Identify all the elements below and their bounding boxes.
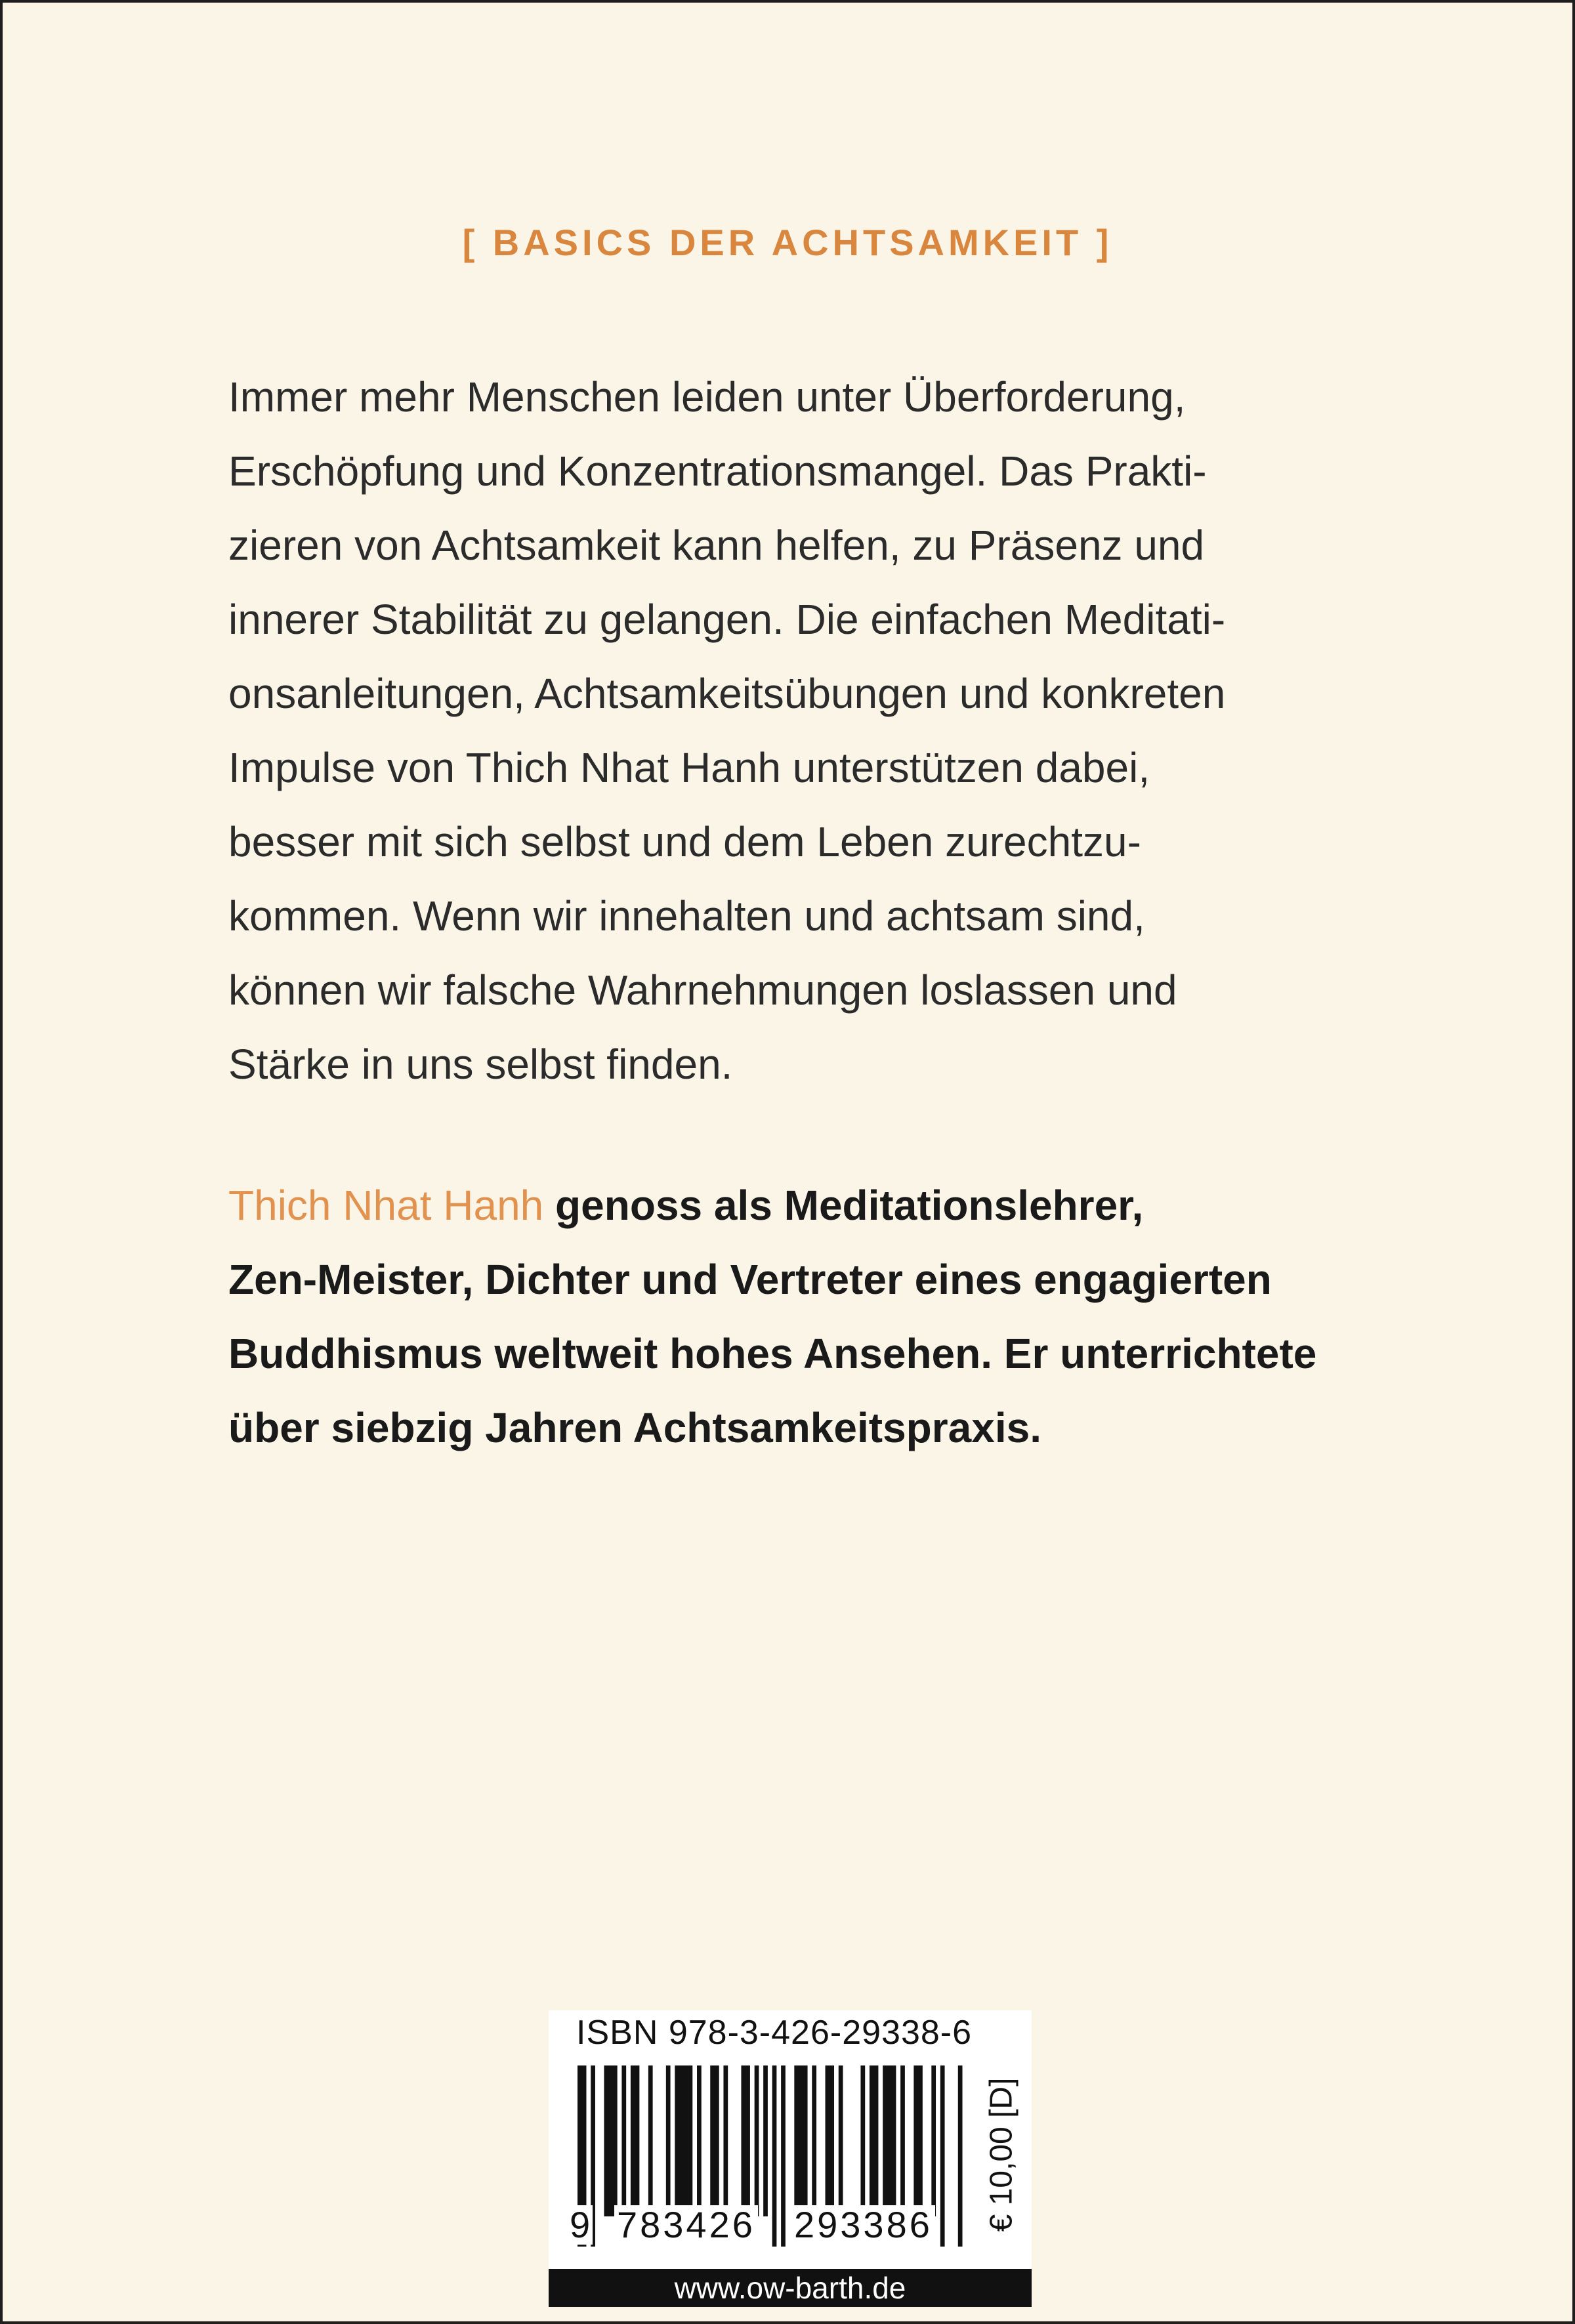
barcode-bar — [839, 2065, 843, 2216]
barcode-bar — [794, 2065, 807, 2216]
author-bio-line: Zen-Meister, Dichter und Vertreter eines engagierten — [228, 1256, 1272, 1303]
barcode-bar — [940, 2065, 945, 2247]
barcode-bar — [900, 2065, 905, 2216]
barcode-bar — [604, 2065, 617, 2216]
blurb-line: können wir falsche Wahrnehmungen loslassen und — [228, 966, 1177, 1014]
barcode-bar — [870, 2065, 878, 2216]
blurb-line: Stärke in uns selbst finden. — [228, 1041, 733, 1088]
barcode-digit-group-1: 783426 — [614, 2205, 758, 2245]
barcode-bar — [710, 2065, 719, 2216]
blurb-line: onsanleitungen, Achtsamkeitsübungen und konkreten — [228, 670, 1226, 717]
blurb-line: besser mit sich selbst und dem Leben zurechtzu- — [228, 818, 1141, 865]
barcode-box — [549, 2010, 1032, 2307]
author-bio-line — [228, 1169, 1475, 1243]
barcode-digit-group-2: 293386 — [791, 2205, 935, 2245]
blurb-line: zieren von Achtsamkeit kann helfen, zu Präsenz und — [228, 522, 1205, 569]
barcode-bar — [723, 2065, 728, 2216]
barcode-bar — [666, 2065, 671, 2216]
blurb-line: Erschöpfung und Konzentrationsmangel. Das Prakti- — [228, 447, 1207, 495]
author-bio — [228, 1169, 1475, 1465]
barcode-bar — [860, 2065, 865, 2216]
barcode-bar — [812, 2065, 816, 2216]
barcode-bar — [763, 2065, 768, 2216]
barcode-digit-first: 9 — [567, 2205, 593, 2245]
author-bio-line: über siebzig Jahren Achtsamkeitspraxis. — [228, 1404, 1041, 1451]
author-bio-line: Buddhismus weltweit hohes Ansehen. Er unterrichtete — [228, 1330, 1317, 1377]
author-name: Thich Nhat Hanh — [228, 1182, 544, 1229]
barcode-bar — [931, 2065, 936, 2216]
barcode-bar — [741, 2065, 749, 2216]
barcode-bar — [781, 2065, 786, 2247]
blurb-line: Immer mehr Menschen leiden unter Überforderung, — [228, 373, 1186, 421]
series-title: [ BASICS DER ACHTSAMKEIT ] — [462, 222, 1113, 263]
barcode-bar — [631, 2065, 639, 2216]
barcode-bar — [958, 2065, 963, 2247]
barcode-bar — [648, 2065, 653, 2216]
publisher-url: www.ow-barth.de — [549, 2269, 1032, 2307]
blurb-line: innerer Stabilität zu gelangen. Die einfachen Meditati- — [228, 596, 1226, 643]
blurb-line: Impulse von Thich Nhat Hanh unterstützen dabei, — [228, 744, 1150, 791]
barcode-bar — [621, 2065, 626, 2216]
blurb-text — [228, 360, 1423, 1102]
blurb-line: kommen. Wenn wir innehalten und achtsam sind, — [228, 892, 1145, 940]
isbn-label: ISBN 978-3-426-29338-6 — [576, 2014, 973, 2052]
barcode-bar — [914, 2065, 922, 2216]
price-label: € 10,00 [D] — [984, 2077, 1019, 2232]
barcode-bar — [883, 2065, 896, 2216]
barcode-bar — [826, 2065, 834, 2216]
author-bio-first-line: genoss als Meditationslehrer, — [543, 1182, 1144, 1229]
barcode-bar — [675, 2065, 692, 2216]
barcode-bar — [755, 2065, 759, 2216]
barcode-bar — [772, 2065, 777, 2247]
barcode-bar — [697, 2065, 702, 2216]
